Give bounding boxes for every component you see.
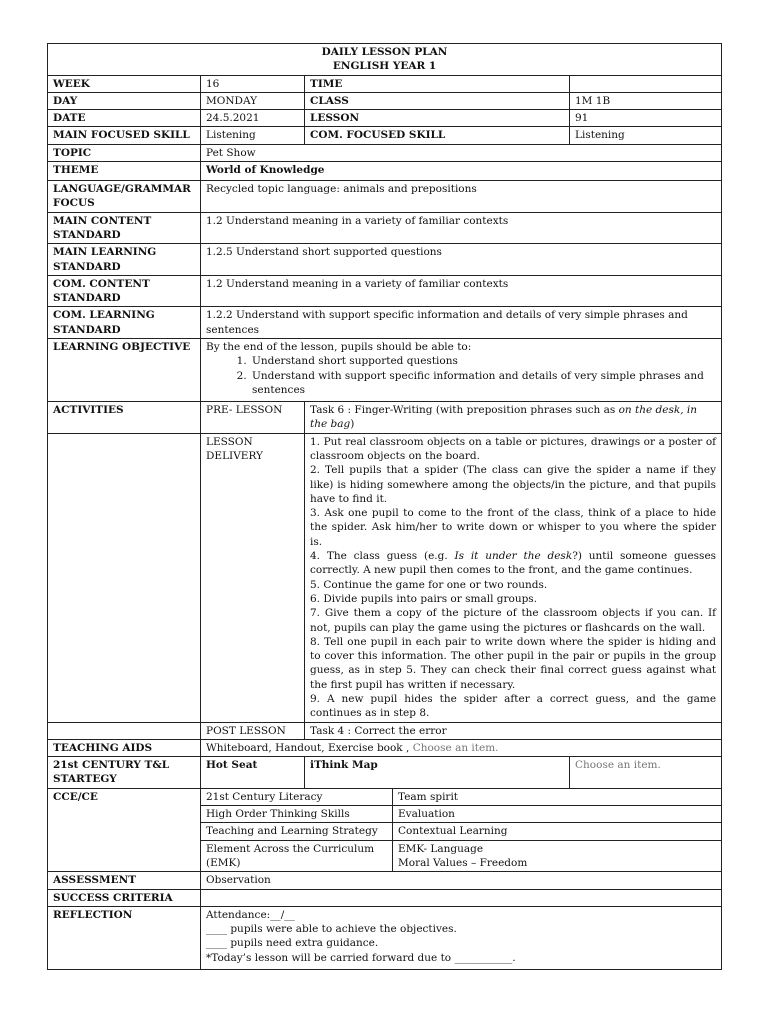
com-learning-standard-label: COM. LEARNING STANDARD xyxy=(48,307,201,339)
date-row xyxy=(48,110,722,127)
delivery-step: 3. Ask one pupil to come to the front of the class, think of a place to hide the spider. Ask him/her to write down or whisper to you where the spider is. xyxy=(310,507,717,548)
pre-lesson-text xyxy=(305,402,722,434)
pre-lesson-examples: on the desk, in the bag xyxy=(310,404,698,431)
post-lesson-label: POST LESSON xyxy=(201,722,305,739)
cce-right-2: Moral Values – Freedom xyxy=(398,856,528,869)
century-item-2[interactable]: iThink Map xyxy=(305,757,570,789)
plan-title: DAILY LESSON PLAN xyxy=(321,46,448,58)
assessment-label: ASSESSMENT xyxy=(48,872,201,889)
theme-row xyxy=(48,162,722,181)
class-label: CLASS xyxy=(305,92,570,109)
step4-start: 4. The class guess (e.g. xyxy=(310,550,455,563)
activities-blank xyxy=(48,433,201,722)
topic-label: TOPIC xyxy=(48,144,201,161)
lesson-label: LESSON xyxy=(305,110,570,127)
week-row xyxy=(48,75,722,92)
reflection-line: *Today’s lesson will be carried forward due to ___________. xyxy=(206,951,516,964)
reflection-line: ____ pupils need extra guidance. xyxy=(206,937,379,950)
date-value: 24.5.2021 xyxy=(201,110,305,127)
reflection-line: ____ pupils were able to achieve the objectives. xyxy=(206,923,457,936)
com-skill-value: Listening xyxy=(570,127,722,144)
reflection-line: Attendance:__/__ xyxy=(206,908,295,921)
learning-objective-list xyxy=(206,354,716,397)
language-focus-label: LANGUAGE/GRAMMAR FOCUS xyxy=(48,181,201,213)
reflection-row xyxy=(48,906,722,969)
century-label: 21st CENTURY T&L STARTEGY xyxy=(48,757,201,789)
teaching-aids-row xyxy=(48,739,722,756)
main-skill-label: MAIN FOCUSED SKILL xyxy=(48,127,201,144)
learning-objective-item: 1. Understand short supported questions xyxy=(250,354,716,368)
activities-blank xyxy=(48,722,201,739)
teaching-aids-dropdown[interactable]: Choose an item. xyxy=(412,741,499,754)
cce-left: 21st Century Literacy xyxy=(201,788,393,805)
lesson-delivery-label: LESSON DELIVERY xyxy=(201,433,305,722)
week-label: WEEK xyxy=(48,75,201,92)
reflection-label: REFLECTION xyxy=(48,906,201,969)
activities-label: ACTIVITIES xyxy=(48,402,201,434)
main-learning-standard-value: 1.2.5 Understand short supported questions xyxy=(201,244,722,276)
lesson-delivery-row xyxy=(48,433,722,722)
learning-objective-cell xyxy=(201,339,722,402)
cce-left: High Order Thinking Skills xyxy=(201,806,393,823)
pre-lesson-end: ) xyxy=(350,418,355,431)
assessment-value: Observation xyxy=(201,872,722,889)
learning-objective-item: 2. Understand with support specific information and details of very simple phrases and sentences xyxy=(250,369,716,398)
date-label: DATE xyxy=(48,110,201,127)
day-row xyxy=(48,92,722,109)
learning-objective-label: LEARNING OBJECTIVE xyxy=(48,339,201,402)
com-skill-label: COM. FOCUSED SKILL xyxy=(305,127,570,144)
com-content-standard-row xyxy=(48,275,722,307)
com-content-standard-label: COM. CONTENT STANDARD xyxy=(48,275,201,307)
success-row xyxy=(48,889,722,906)
header-cell xyxy=(48,44,722,76)
step4-end: ?) until someone guesses correctly. A new pupil then comes to the front, and the game continues. xyxy=(310,550,717,577)
class-value: 1M 1B xyxy=(570,92,722,109)
post-lesson-row xyxy=(48,722,722,739)
topic-value: Pet Show xyxy=(201,144,722,161)
pre-lesson-row xyxy=(48,402,722,434)
cce-right: EMK- Language xyxy=(398,842,484,855)
time-value[interactable] xyxy=(570,75,722,92)
main-learning-standard-row xyxy=(48,244,722,276)
com-learning-standard-row xyxy=(48,307,722,339)
language-focus-value: Recycled topic language: animals and prepositions xyxy=(201,181,722,213)
day-label: DAY xyxy=(48,92,201,109)
com-learning-standard-value: 1.2.2 Understand with support specific information and details of very simple phrases and sentences xyxy=(201,307,722,339)
lesson-value: 91 xyxy=(570,110,722,127)
learning-objective-row xyxy=(48,339,722,402)
delivery-step: 7. Give them a copy of the picture of the classroom objects if you can. If not, pupils can play the game using the pictures or flashcards on the wall. xyxy=(310,607,717,634)
step4-question: Is it under the desk xyxy=(454,550,573,563)
delivery-step: 8. Tell one pupil in each pair to write down where the spider is hiding and to cover this information. The other pupil in the pair or pupils in the group guess, as in step 5. They can check their final correct guess against what the first pupil has written if necessary. xyxy=(310,635,717,691)
main-skill-value: Listening xyxy=(201,127,305,144)
delivery-step-4 xyxy=(310,549,716,578)
theme-label: THEME xyxy=(48,162,201,181)
main-content-standard-value: 1.2 Understand meaning in a variety of familiar contexts xyxy=(201,212,722,244)
theme-value: World of Knowledge xyxy=(201,162,722,181)
day-value: MONDAY xyxy=(201,92,305,109)
century-dropdown[interactable]: Choose an item. xyxy=(570,757,722,789)
plan-subtitle: ENGLISH YEAR 1 xyxy=(332,60,437,73)
learning-objective-intro: By the end of the lesson, pupils should be able to: xyxy=(206,341,472,354)
post-lesson-text: Task 4 : Correct the error xyxy=(305,722,722,739)
cce-label: CCE/CE xyxy=(48,788,201,871)
delivery-step: 9. A new pupil hides the spider after a correct guess, and the game continues as in step 8. xyxy=(310,692,717,720)
skill-row xyxy=(48,127,722,144)
lesson-delivery-steps xyxy=(305,433,722,722)
pre-lesson-label: PRE- LESSON xyxy=(201,402,305,434)
pre-lesson-task: Task 6 : Finger-Writing (with preposition phrases such as xyxy=(310,404,619,417)
time-label: TIME xyxy=(305,75,570,92)
com-content-standard-value: 1.2 Understand meaning in a variety of familiar contexts xyxy=(201,275,722,307)
teaching-aids-cell xyxy=(201,739,722,756)
main-content-standard-label: MAIN CONTENT STANDARD xyxy=(48,212,201,244)
success-label: SUCCESS CRITERIA xyxy=(48,889,201,906)
cce-left: Teaching and Learning Strategy xyxy=(201,823,393,840)
cce-right-cell xyxy=(393,840,722,872)
week-value: 16 xyxy=(201,75,305,92)
main-content-standard-row xyxy=(48,212,722,244)
delivery-step: 1. Put real classroom objects on a table or pictures, drawings or a poster of classroom objects on the board. xyxy=(310,435,717,462)
century-row xyxy=(48,757,722,789)
success-value[interactable] xyxy=(201,889,722,906)
teaching-aids-value: Whiteboard, Handout, Exercise book , xyxy=(206,741,413,754)
cce-right: Team spirit xyxy=(393,788,722,805)
language-focus-row xyxy=(48,181,722,213)
delivery-step: 5. Continue the game for one or two rounds. xyxy=(310,578,548,591)
header-row xyxy=(48,44,722,76)
century-item-1[interactable]: Hot Seat xyxy=(201,757,305,789)
topic-row xyxy=(48,144,722,161)
main-learning-standard-label: MAIN LEARNING STANDARD xyxy=(48,244,201,276)
teaching-aids-label: TEACHING AIDS xyxy=(48,739,201,756)
delivery-step: 2. Tell pupils that a spider (The class can give the spider a name if they like) is hiding somewhere among the objects/in the picture, and that pupils have to find it. xyxy=(310,464,717,505)
delivery-step: 6. Divide pupils into pairs or small groups. xyxy=(310,592,538,605)
reflection-cell xyxy=(201,906,722,969)
cce-row xyxy=(48,788,722,805)
cce-left: Element Across the Curriculum (EMK) xyxy=(201,840,393,872)
cce-right: Contextual Learning xyxy=(393,823,722,840)
cce-right: Evaluation xyxy=(393,806,722,823)
lesson-plan-table xyxy=(47,43,722,970)
assessment-row xyxy=(48,872,722,889)
